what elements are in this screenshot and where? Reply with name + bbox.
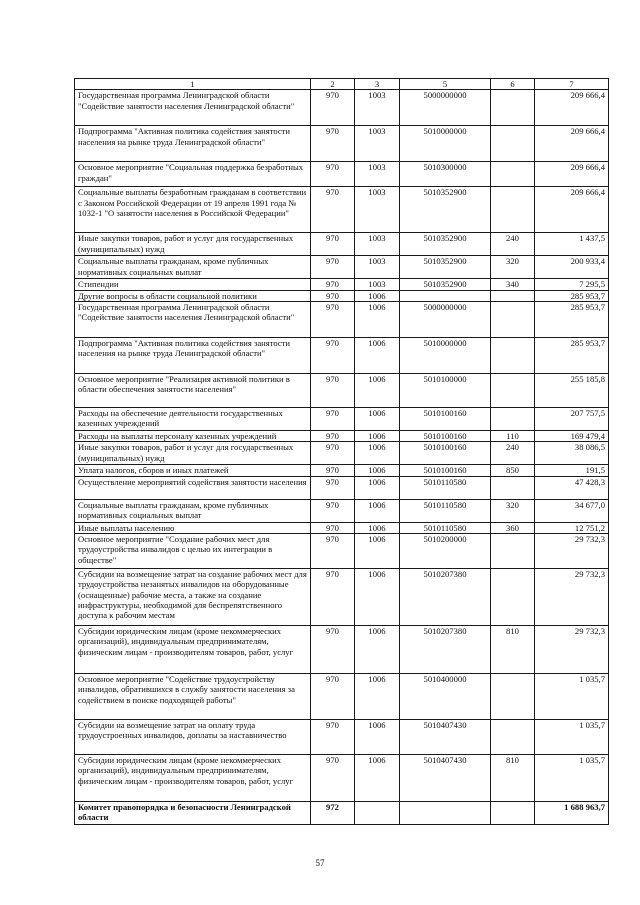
cell-section-code: 1006	[355, 407, 400, 430]
table-row	[75, 673, 609, 719]
cell-amount: 38 086,5	[535, 442, 609, 465]
cell-admin-code: 970	[311, 476, 355, 499]
header-col-2: 2	[311, 79, 355, 90]
cell-target-code: 5010000000	[400, 126, 491, 162]
cell-amount: 29 732,3	[535, 568, 609, 625]
cell-expense-type	[491, 533, 535, 568]
cell-amount: 191,5	[535, 465, 609, 476]
cell-expense-type: 340	[491, 279, 535, 290]
table-row	[75, 499, 609, 522]
cell-expense-type	[491, 407, 535, 430]
cell-expense-type	[491, 719, 535, 754]
cell-amount: 7 295,5	[535, 279, 609, 290]
cell-target-code: 5010407430	[400, 754, 491, 801]
table-row	[75, 801, 609, 824]
cell-name: Иные выплаты населению	[75, 522, 311, 533]
cell-target-code: 5010200000	[400, 533, 491, 568]
cell-target-code: 5010207380	[400, 568, 491, 625]
header-col-7: 7	[535, 79, 609, 90]
cell-admin-code: 970	[311, 290, 355, 301]
cell-expense-type: 240	[491, 233, 535, 256]
cell-amount: 34 677,0	[535, 499, 609, 522]
cell-admin-code: 970	[311, 442, 355, 465]
cell-admin-code: 970	[311, 162, 355, 187]
cell-name: Расходы на обеспечение деятельности государственных казенных учреждений	[75, 407, 311, 430]
cell-expense-type	[491, 568, 535, 625]
page-number: 57	[315, 858, 325, 868]
cell-name: Осуществление мероприятий содействия занятости населения	[75, 476, 311, 499]
cell-admin-code: 970	[311, 568, 355, 625]
cell-target-code: 5000000000	[400, 301, 491, 337]
cell-section-code: 1006	[355, 719, 400, 754]
cell-expense-type	[491, 187, 535, 233]
cell-admin-code: 970	[311, 522, 355, 533]
cell-section-code: 1006	[355, 337, 400, 373]
cell-admin-code: 970	[311, 256, 355, 279]
cell-expense-type	[491, 801, 535, 824]
cell-amount: 209 666,4	[535, 126, 609, 162]
cell-name: Другие вопросы в области социальной политики	[75, 290, 311, 301]
cell-section-code: 1006	[355, 522, 400, 533]
cell-amount: 29 732,3	[535, 533, 609, 568]
cell-amount: 1 437,5	[535, 233, 609, 256]
cell-target-code: 5010110580	[400, 476, 491, 499]
cell-target-code: 5010000000	[400, 337, 491, 373]
cell-amount: 169 479,4	[535, 430, 609, 441]
cell-expense-type	[491, 476, 535, 499]
table-row	[75, 719, 609, 754]
table-row	[75, 625, 609, 673]
table-row	[75, 187, 609, 233]
cell-target-code: 5010352900	[400, 233, 491, 256]
cell-target-code: 5010352900	[400, 187, 491, 233]
cell-amount: 12 751,2	[535, 522, 609, 533]
cell-section-code: 1006	[355, 568, 400, 625]
cell-name: Субсидии юридическим лицам (кроме некоммерческих организаций), индивидуальным предпринимателям, физическим лицам - производителям товаров, работ, услуг	[75, 754, 311, 801]
cell-admin-code: 970	[311, 126, 355, 162]
cell-section-code: 1006	[355, 442, 400, 465]
header-col-1: 1	[75, 79, 311, 90]
cell-admin-code: 970	[311, 719, 355, 754]
table-row	[75, 290, 609, 301]
cell-expense-type	[491, 673, 535, 719]
cell-target-code: 5010100160	[400, 442, 491, 465]
table-header-row	[75, 79, 609, 90]
cell-name: Уплата налогов, сборов и иных платежей	[75, 465, 311, 476]
cell-expense-type	[491, 126, 535, 162]
header-col-3: 3	[355, 79, 400, 90]
cell-amount: 285 953,7	[535, 290, 609, 301]
cell-section-code: 1003	[355, 162, 400, 187]
cell-target-code	[400, 290, 491, 301]
table-row	[75, 442, 609, 465]
cell-amount: 209 666,4	[535, 187, 609, 233]
cell-target-code: 5010207380	[400, 625, 491, 673]
cell-section-code: 1006	[355, 625, 400, 673]
cell-amount: 1 035,7	[535, 719, 609, 754]
cell-expense-type	[491, 162, 535, 187]
cell-amount: 207 757,5	[535, 407, 609, 430]
cell-name: Основное мероприятие "Создание рабочих мест для трудоустройства инвалидов с целью их интеграции в обществе"	[75, 533, 311, 568]
cell-section-code: 1003	[355, 233, 400, 256]
table-row	[75, 162, 609, 187]
cell-expense-type: 850	[491, 465, 535, 476]
cell-name: Расходы на выплаты персоналу казенных учреждений	[75, 430, 311, 441]
cell-admin-code: 970	[311, 279, 355, 290]
cell-target-code	[400, 801, 491, 824]
cell-expense-type: 320	[491, 256, 535, 279]
cell-amount: 29 732,3	[535, 625, 609, 673]
cell-admin-code: 970	[311, 625, 355, 673]
table-body	[75, 90, 609, 825]
cell-target-code: 5010110580	[400, 499, 491, 522]
cell-expense-type: 110	[491, 430, 535, 441]
table-row	[75, 568, 609, 625]
cell-admin-code: 970	[311, 499, 355, 522]
table-row	[75, 533, 609, 568]
cell-section-code: 1006	[355, 290, 400, 301]
table-row	[75, 407, 609, 430]
header-col-5: 5	[400, 79, 491, 90]
cell-section-code: 1006	[355, 476, 400, 499]
cell-section-code: 1006	[355, 465, 400, 476]
cell-name: Стипендии	[75, 279, 311, 290]
table-row	[75, 337, 609, 373]
table-row	[75, 126, 609, 162]
cell-admin-code: 970	[311, 187, 355, 233]
cell-amount: 1 035,7	[535, 754, 609, 801]
cell-name: Иные закупки товаров, работ и услуг для государственных (муниципальных) нужд	[75, 233, 311, 256]
cell-expense-type	[491, 290, 535, 301]
cell-admin-code: 970	[311, 673, 355, 719]
cell-name: Социальные выплаты гражданам, кроме публичных нормативных социальных выплат	[75, 499, 311, 522]
cell-expense-type	[491, 301, 535, 337]
cell-section-code: 1006	[355, 499, 400, 522]
cell-section-code: 1003	[355, 279, 400, 290]
cell-section-code: 1006	[355, 430, 400, 441]
cell-section-code: 1006	[355, 673, 400, 719]
table-row	[75, 476, 609, 499]
cell-section-code: 1003	[355, 256, 400, 279]
cell-target-code: 5010352900	[400, 279, 491, 290]
table-row	[75, 465, 609, 476]
table-row	[75, 373, 609, 407]
cell-expense-type	[491, 90, 535, 126]
cell-amount: 255 185,8	[535, 373, 609, 407]
cell-admin-code: 970	[311, 90, 355, 126]
cell-name: Основное мероприятие "Социальная поддержка безработных граждан"	[75, 162, 311, 187]
cell-name: Основное мероприятие "Реализация активной политики в области обеспечения занятости населения"	[75, 373, 311, 407]
cell-expense-type: 320	[491, 499, 535, 522]
cell-target-code: 5000000000	[400, 90, 491, 126]
cell-target-code: 5010100000	[400, 373, 491, 407]
cell-target-code: 5010352900	[400, 256, 491, 279]
cell-admin-code: 970	[311, 301, 355, 337]
cell-amount: 285 953,7	[535, 301, 609, 337]
cell-admin-code: 970	[311, 465, 355, 476]
cell-name: Иные закупки товаров, работ и услуг для государственных (муниципальных) нужд	[75, 442, 311, 465]
cell-name: Основное мероприятие "Содействие трудоустройству инвалидов, обратившихся в службу занятости населения за содействием в поиске подходящей работы"	[75, 673, 311, 719]
cell-admin-code: 970	[311, 533, 355, 568]
cell-name: Социальные выплаты гражданам, кроме публичных нормативных социальных выплат	[75, 256, 311, 279]
header-col-6: 6	[491, 79, 535, 90]
table-row	[75, 233, 609, 256]
cell-amount: 1 688 963,7	[535, 801, 609, 824]
cell-admin-code: 970	[311, 337, 355, 373]
cell-target-code: 5010100160	[400, 465, 491, 476]
cell-amount: 285 953,7	[535, 337, 609, 373]
cell-name: Субсидии юридическим лицам (кроме некоммерческих организаций), индивидуальным предпринимателям, физическим лицам - производителям товаров, работ, услуг	[75, 625, 311, 673]
cell-name: Субсидии на возмещение затрат на создание рабочих мест для трудоустройства незанятых инвалидов на оборудованные (оснащенные) рабочие места, а также на создание инфраструктуры, необходимой для беспрепятственного доступа к рабочим местам	[75, 568, 311, 625]
cell-target-code: 5010100160	[400, 430, 491, 441]
cell-expense-type: 810	[491, 754, 535, 801]
cell-admin-code: 970	[311, 754, 355, 801]
cell-amount: 209 666,4	[535, 162, 609, 187]
cell-target-code: 5010400000	[400, 673, 491, 719]
table-row	[75, 90, 609, 126]
cell-section-code: 1006	[355, 754, 400, 801]
cell-admin-code: 972	[311, 801, 355, 824]
cell-section-code: 1006	[355, 533, 400, 568]
cell-admin-code: 970	[311, 430, 355, 441]
table-row	[75, 256, 609, 279]
cell-amount: 47 428,3	[535, 476, 609, 499]
cell-target-code: 5010100160	[400, 407, 491, 430]
cell-expense-type: 240	[491, 442, 535, 465]
cell-name: Подпрограмма "Активная политика содействия занятости населения на рынке труда Ленинградской области"	[75, 337, 311, 373]
cell-name: Государственная программа Ленинградской области "Содействие занятости населения Ленинградской области"	[75, 90, 311, 126]
cell-section-code: 1006	[355, 301, 400, 337]
cell-admin-code: 970	[311, 407, 355, 430]
cell-expense-type	[491, 373, 535, 407]
cell-section-code	[355, 801, 400, 824]
table-row	[75, 522, 609, 533]
cell-section-code: 1003	[355, 90, 400, 126]
cell-expense-type: 810	[491, 625, 535, 673]
cell-expense-type	[491, 337, 535, 373]
cell-name: Подпрограмма "Активная политика содействия занятости населения на рынке труда Ленинградской области"	[75, 126, 311, 162]
table-row	[75, 279, 609, 290]
budget-table	[74, 78, 609, 825]
cell-section-code: 1006	[355, 373, 400, 407]
cell-section-code: 1003	[355, 187, 400, 233]
cell-expense-type: 360	[491, 522, 535, 533]
cell-target-code: 5010407430	[400, 719, 491, 754]
cell-amount: 200 933,4	[535, 256, 609, 279]
cell-amount: 1 035,7	[535, 673, 609, 719]
cell-name: Субсидии на возмещение затрат на оплату труда трудоустроенных инвалидов, доплаты за наставничество	[75, 719, 311, 754]
cell-admin-code: 970	[311, 233, 355, 256]
table-row	[75, 301, 609, 337]
table-row	[75, 754, 609, 801]
cell-name: Социальные выплаты безработным гражданам в соответствии с Законом Российской Федерации от 19 апреля 1991 года № 1032-1 "О занятости населения в Российской Федерации"	[75, 187, 311, 233]
cell-name: Комитет правопорядка и безопасности Ленинградской области	[75, 801, 311, 824]
table-row	[75, 430, 609, 441]
cell-section-code: 1003	[355, 126, 400, 162]
cell-target-code: 5010110580	[400, 522, 491, 533]
cell-target-code: 5010300000	[400, 162, 491, 187]
cell-admin-code: 970	[311, 373, 355, 407]
cell-amount: 209 666,4	[535, 90, 609, 126]
cell-name: Государственная программа Ленинградской области "Содействие занятости населения Ленинградской области"	[75, 301, 311, 337]
